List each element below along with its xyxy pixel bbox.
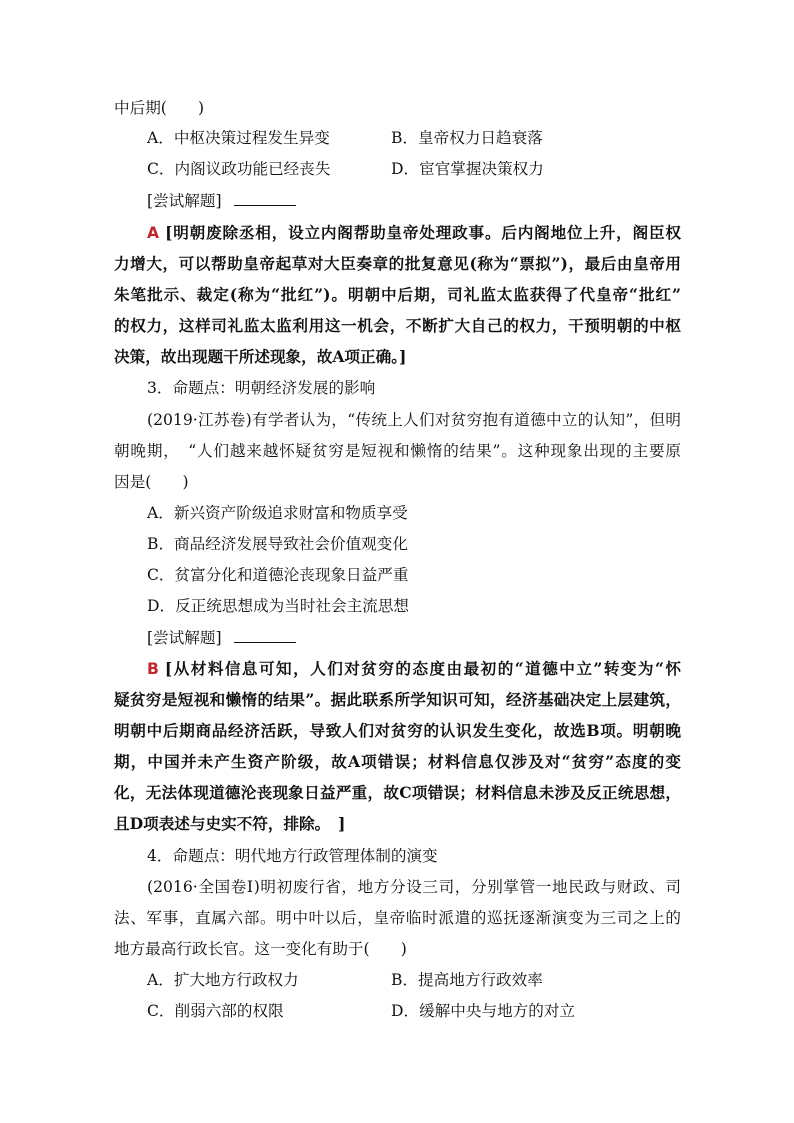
q4-stem-line-3: 地方最高行政长官。这一变化有助于( ) <box>114 940 407 958</box>
q2-analysis-line-5: 决策，故出现题干所述现象，故A项正确。] <box>114 347 407 366</box>
q3-analysis-line-2: 疑贫穷是短视和懒惰的结果”。据此联系所学知识可知，经济基础决定上层建筑， <box>114 690 681 709</box>
q2-option-a: A．中枢决策过程发生异变 <box>147 129 330 147</box>
q4-option-a: A．扩大地方行政权力 <box>147 971 299 989</box>
q3-option-b: B．商品经济发展导致社会价值观变化 <box>147 535 408 553</box>
q2-option-d: D．宦官掌握决策权力 <box>391 160 544 178</box>
q3-heading: 3．命题点：明朝经济发展的影响 <box>147 379 376 397</box>
q2-analysis-line-4: 的权力，这样司礼监太监利用这一机会，不断扩大自己的权力，干预明朝的中枢 <box>114 316 681 335</box>
q2-answer-letter: A <box>147 224 160 242</box>
q3-option-c: C．贫富分化和道德沦丧现象日益严重 <box>147 566 409 584</box>
q4-option-d: D．缓解中央与地方的对立 <box>391 1002 576 1020</box>
q3-try-label: [尝试解题] <box>147 629 222 647</box>
q2-stem-end: 中后期( ) <box>114 99 205 117</box>
q3-analysis-line-1: B [从材料信息可知，人们对贫穷的态度由最初的“道德中立”转变为“怀 <box>147 659 681 678</box>
q2-option-b: B．皇帝权力日趋衰落 <box>391 129 543 147</box>
q2-try-row <box>147 190 296 212</box>
q3-option-a: A．新兴资产阶级追求财富和物质享受 <box>147 504 408 522</box>
q4-stem-line-1: (2016·全国卷Ⅰ)明初废行省，地方分设三司，分别掌管一地民政与财政、司 <box>147 878 681 896</box>
q3-analysis-line-5: 化，无法体现道德沦丧现象日益严重，故C项错误；材料信息未涉及反正统思想， <box>114 783 681 802</box>
q2-option-c: C．内阁议政功能已经丧失 <box>147 160 331 178</box>
q3-analysis-line-3: 明朝中后期商品经济活跃，导致人们对贫穷的认识发生变化，故选B项。明朝晚 <box>114 721 681 740</box>
q3-option-d: D．反正统思想成为当时社会主流思想 <box>147 597 410 615</box>
q4-heading: 4．命题点：明代地方行政管理体制的演变 <box>147 847 438 865</box>
q4-option-b: B．提高地方行政效率 <box>391 971 543 989</box>
q2-analysis-line-3: 朱笔批示、裁定(称为“批红”)。明朝中后期，司礼监太监获得了代皇帝“批红” <box>114 285 681 304</box>
q3-answer-blank[interactable] <box>234 628 296 643</box>
q4-option-c: C．削弱六部的权限 <box>147 1002 284 1020</box>
q3-analysis-line-4: 期，中国并未产生资产阶级，故A项错误；材料信息仅涉及对“贫穷”态度的变 <box>114 752 681 771</box>
q3-stem-line-2: 朝晚期， “人们越来越怀疑贫穷是短视和懒惰的结果”。这种现象出现的主要原 <box>114 442 681 460</box>
q3-try-row <box>147 627 296 649</box>
q4-stem-line-2: 法、军事，直属六部。明中叶以后，皇帝临时派遣的巡抚逐渐演变为三司之上的 <box>114 909 681 927</box>
q2-analysis-line-2: 力增大，可以帮助皇帝起草对大臣奏章的批复意见(称为“票拟”)，最后由皇帝用 <box>114 254 681 273</box>
q2-answer-blank[interactable] <box>234 191 296 206</box>
q2-analysis-line-1: A [明朝废除丞相，设立内阁帮助皇帝处理政事。后内阁地位上升，阁臣权 <box>147 223 681 242</box>
q3-stem-line-3: 因是( ) <box>114 473 189 491</box>
q3-answer-letter: B <box>147 660 159 678</box>
q3-analysis-line-6: 且D项表述与史实不符，排除。 ] <box>114 814 346 833</box>
q2-try-label: [尝试解题] <box>147 192 222 210</box>
q3-stem-line-1: (2019·江苏卷)有学者认为，“传统上人们对贫穷抱有道德中立的认知”，但明 <box>147 411 681 429</box>
